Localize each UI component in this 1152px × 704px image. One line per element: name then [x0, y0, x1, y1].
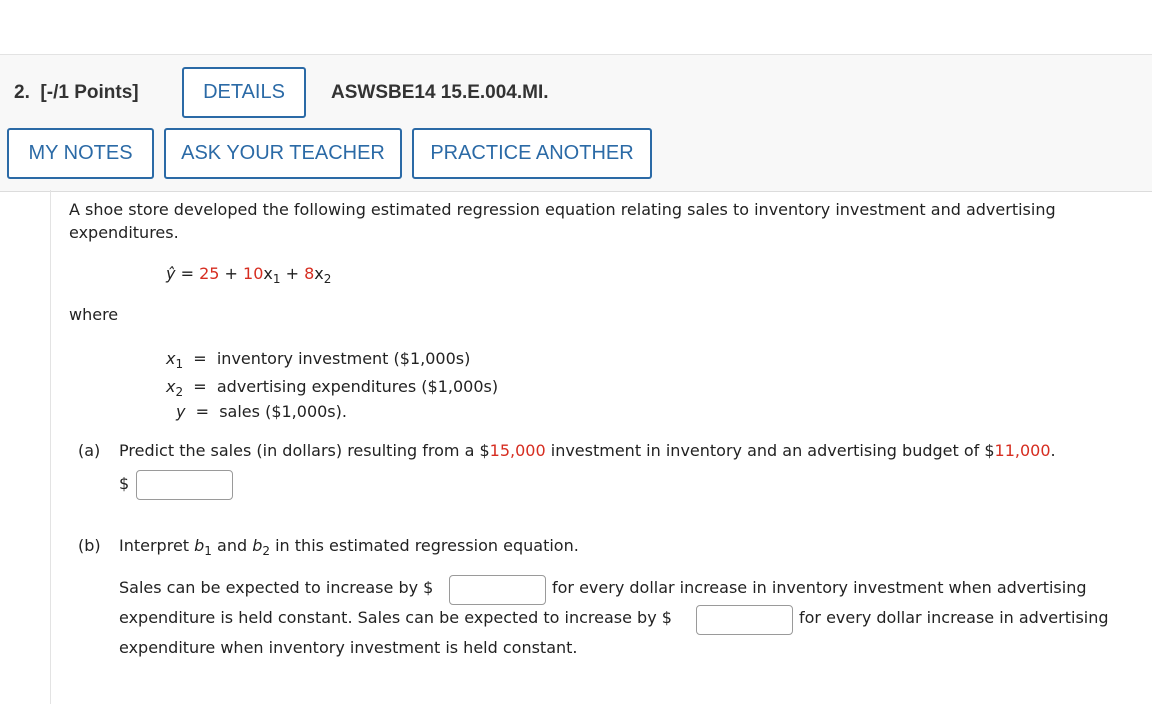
- part-a-answer-input[interactable]: [136, 470, 233, 500]
- part-b-line-2-pre: expenditure is held constant. Sales can be expected to increase by $: [119, 608, 672, 627]
- definition-x2: $x_2$ = advertising expenditures ($1,000s): [166, 377, 499, 400]
- part-b-answer-2-input[interactable]: [696, 605, 793, 635]
- definition-y: y = sales ($1,000s).: [176, 402, 347, 421]
- part-b-label: (b): [78, 536, 101, 555]
- my-notes-button[interactable]: MY NOTES: [7, 128, 154, 179]
- ask-teacher-button[interactable]: ASK YOUR TEACHER: [164, 128, 402, 179]
- content-divider: [50, 190, 51, 704]
- practice-another-button[interactable]: PRACTICE ANOTHER: [412, 128, 652, 179]
- regression-equation: ŷ = $25 + 10x_1 + 8x_2$: [166, 264, 332, 287]
- intro-line-2: expenditures.: [69, 223, 179, 242]
- intro-line-1: A shoe store developed the following estimated regression equation relating sales to inventory investment and advertising: [69, 200, 1056, 219]
- part-a-currency: $: [119, 474, 130, 493]
- details-button[interactable]: DETAILS: [182, 67, 306, 118]
- definition-x1: $x_1$ = inventory investment ($1,000s): [166, 349, 471, 372]
- part-b-prompt: Interpret $b_1$ and $b_2$ in this estimated regression equation.: [119, 536, 579, 559]
- part-a-label: (a): [78, 441, 101, 460]
- part-a-prompt: Predict the sales (in dollars) resulting from a $15,000 investment in inventory and an advertising budget of $11,000.: [119, 441, 1056, 460]
- part-b-line-1-pre: Sales can be expected to increase by $: [119, 578, 434, 597]
- where-label: where: [69, 305, 119, 324]
- question-code: ASWSBE14 15.E.004.MI.: [331, 82, 549, 103]
- question-number: 2. [-/1 Points]: [14, 82, 139, 103]
- part-b-answer-1-input[interactable]: [449, 575, 546, 605]
- part-b-line-2-post: for every dollar increase in advertising: [799, 608, 1109, 627]
- points-label: [-/1 Points]: [40, 82, 139, 103]
- part-b-line-3: expenditure when inventory investment is held constant.: [119, 638, 578, 657]
- part-b-line-1-post: for every dollar increase in inventory investment when advertising: [552, 578, 1087, 597]
